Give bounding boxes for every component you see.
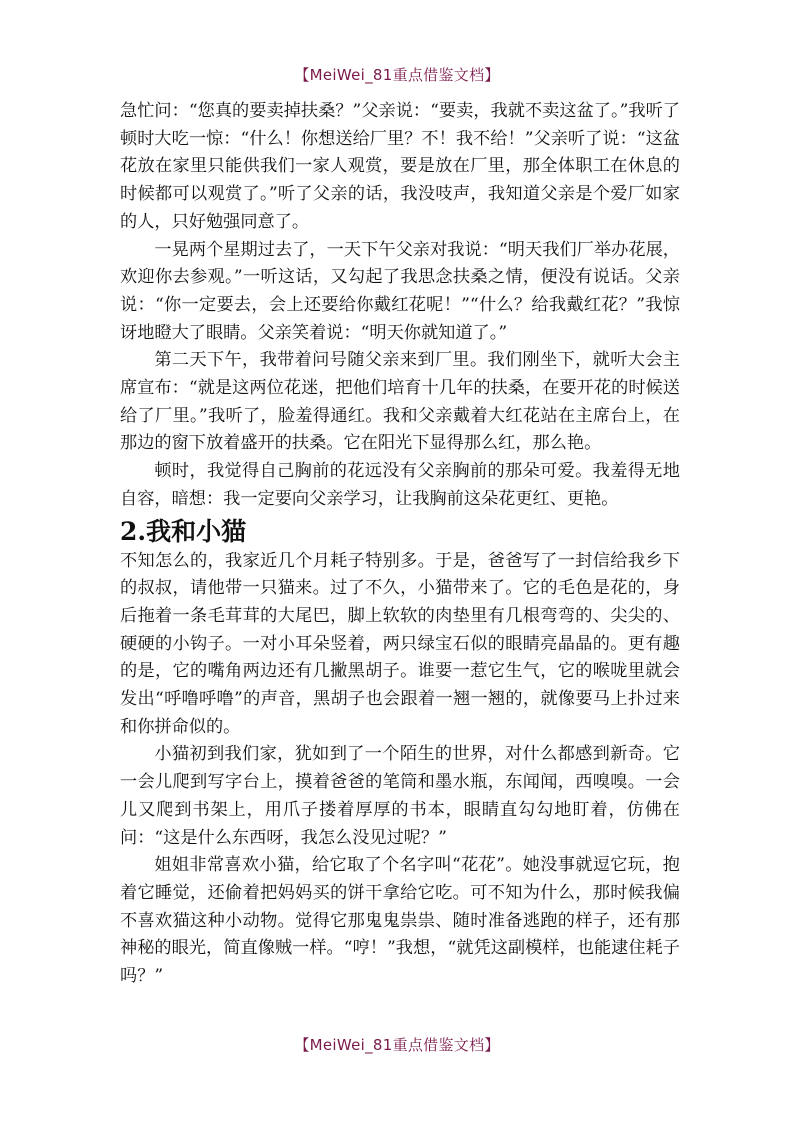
paragraph: 小猫初到我们家，犹如到了一个陌生的世界，对什么都感到新奇。它一会儿爬到写字台上，摸着爸爸的笔筒和墨水瓶，东闻闻，西嗅嗅。一会儿又爬到书架上，用爪子搂着厚厚的书本，眼睛直勾勾地盯着，仿佛在问：“这是什么东西呀，我怎么没见过呢？”	[120, 744, 680, 848]
paragraph: 顿时，我觉得自己胸前的花远没有父亲胸前的那朵可爱。我羞得无地自容，暗想：我一定要向父亲学习，让我胸前这朵花更红、更艳。	[120, 461, 680, 509]
paragraph: 急忙问：“您真的要卖掉扶桑？”父亲说：“要卖，我就不卖这盆了。”我听了顿时大吃一惊：“什么！你想送给厂里？不！我不给！”父亲听了说：“这盆花放在家里只能供我们一家人观赏，要是放在厂里，那全体职工在休息的时候都可以观赏了。”听了父亲的话，我没吱声，我知道父亲是个爱厂如家的人，只好勉强同意了。	[120, 101, 680, 232]
paragraph: 第二天下午，我带着问号随父亲来到厂里。我们刚坐下，就听大会主席宣布：“就是这两位花迷，把他们培育十几年的扶桑，在要开花的时候送给了厂里。”我听了，脸羞得通红。我和父亲戴着大红花站在主席台上，在那边的窗下放着盛开的扶桑。它在阳光下显得那么红，那么艳。	[120, 350, 680, 454]
header-banner: 【MeiWei_81重点借鉴文档】	[294, 66, 500, 84]
footer-banner: 【MeiWei_81重点借鉴文档】	[294, 1036, 500, 1054]
paragraph: 不知怎么的，我家近几个月耗子特别多。于是，爸爸写了一封信给我乡下的叔叔，请他带一只猫来。过了不久，小猫带来了。它的毛色是花的，身后拖着一条毛茸茸的大尾巴，脚上软软的肉垫里有几根弯弯的、尖尖的、硬硬的小钩子。一对小耳朵竖着，两只绿宝石似的眼睛亮晶晶的。更有趣的是，它的嘴角两边还有几撇黑胡子。谁要一惹它生气，它的喉咙里就会发出“呼噜呼噜”的声音，黑胡子也会跟着一翘一翘的，就像要马上扑过来和你拼命似的。	[120, 550, 680, 737]
document-body	[120, 98, 680, 991]
paragraph: 姐姐非常喜欢小猫，给它取了个名字叫“花花”。她没事就逗它玩，抱着它睡觉，还偷着把妈妈买的饼干拿给它吃。可不知为什么，那时候我偏不喜欢猫这种小动物。觉得它那鬼鬼祟祟、随时准备逃跑的样子，还有那神秘的眼光，简直像贼一样。“哼！”我想，“就凭这副模样，也能逮住耗子吗？”	[120, 855, 680, 987]
paragraph: 一晃两个星期过去了，一天下午父亲对我说：“明天我们厂举办花展，欢迎你去参观。”一听这话，又勾起了我思念扶桑之情，便没有说话。父亲说：“你一定要去，会上还要给你戴红花呢！”“什么？给我戴红花？”我惊讶地瞪大了眼睛。父亲笑着说：“明天你就知道了。”	[120, 239, 680, 343]
section-title: 2.我和小猫	[120, 516, 247, 546]
